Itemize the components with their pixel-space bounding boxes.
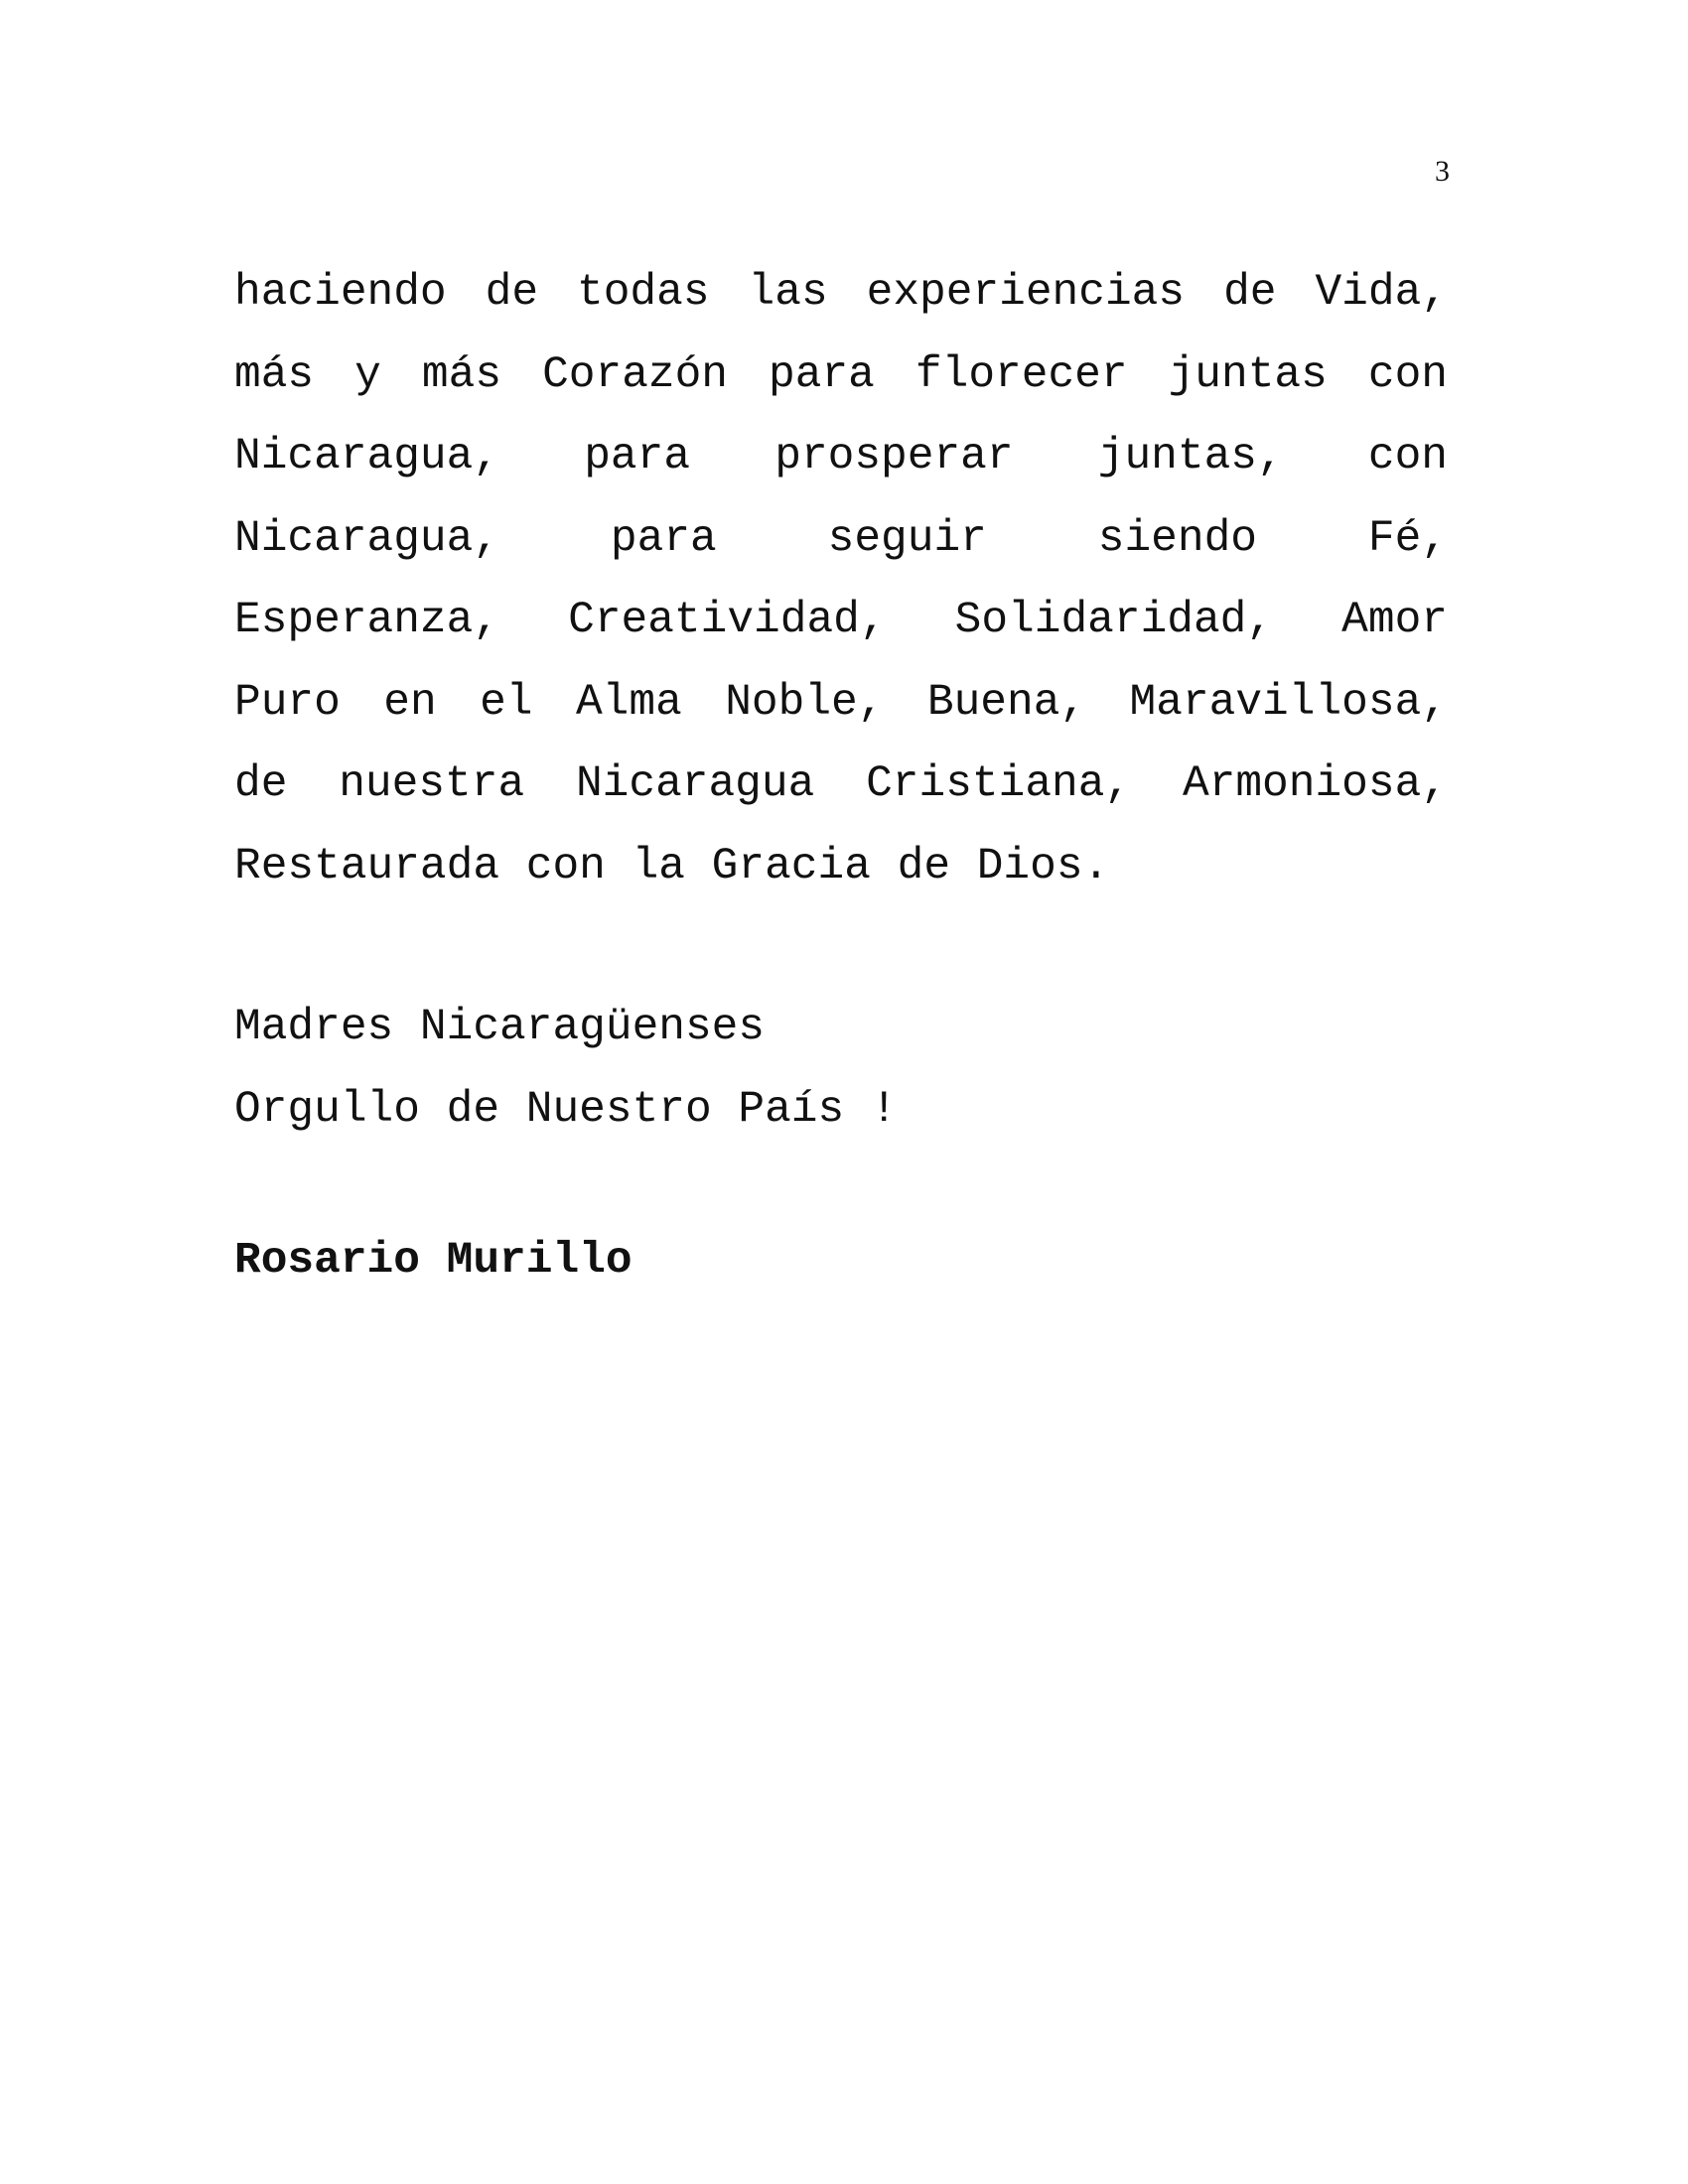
paragraph-line: Nicaragua, para seguir siendo Fé, (234, 513, 1448, 564)
paragraph-line: Esperanza, Creatividad, Solidaridad, Amor (234, 596, 1448, 645)
signature-name: Rosario Murillo (234, 1236, 633, 1286)
paragraph-line: más y más Corazón para florecer juntas con (234, 349, 1448, 400)
paragraph-line: Puro en el Alma Noble, Buena, Maravillosa, (234, 677, 1448, 728)
closing-line-1: Madres Nicaragüenses (234, 1003, 766, 1052)
paragraph-line: haciendo de todas las experiencias de Vida, (234, 268, 1448, 318)
page-number: 3 (1435, 155, 1450, 188)
paragraph-line: de nuestra Nicaragua Cristiana, Armoniosa, (234, 759, 1448, 809)
paragraph-last-line: Restaurada con la Gracia de Dios. (234, 841, 1110, 891)
closing-line-2: Orgullo de Nuestro País ! (234, 1084, 898, 1135)
closing-block (234, 987, 898, 1151)
body-paragraph (234, 252, 1448, 907)
paragraph-line: Nicaragua, para prosperar juntas, con (234, 432, 1448, 481)
